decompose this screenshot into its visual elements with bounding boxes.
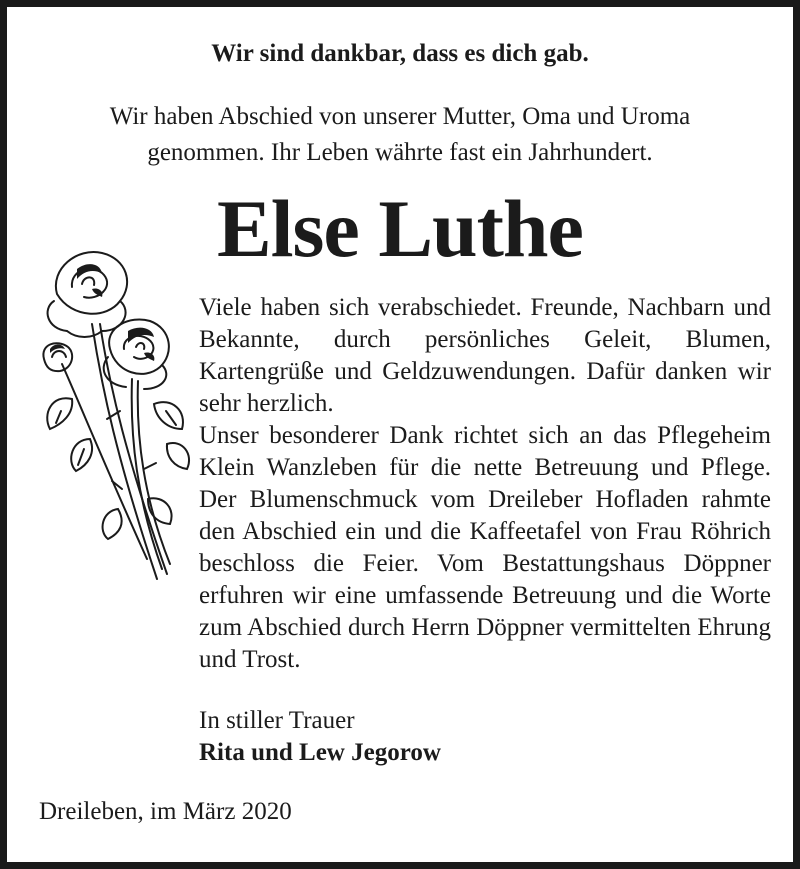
closing-line: In stiller Trauer — [199, 707, 355, 734]
paragraph-special-thanks: Unser besonderer Dank richtet sich an das Pflegeheim Klein Wanzleben für die nette Betreuung und Pflege. Der Blumenschmuck vom Dreileber Hofladen rahmte den Abschied ein und die Kaffeetafel von Frau Röhrich beschloss die Feier. Vom Bestattungshaus Döppner erfuhren wir eine umfassende Betreuung und die Worte zum Abschied durch Herrn Döppner vermittelten Ehrung und Trost. — [199, 422, 771, 673]
roses-icon — [32, 239, 197, 589]
intro-text — [7, 99, 793, 171]
closing — [199, 705, 441, 769]
intro-line-1: Wir haben Abschied von unserer Mutter, Oma und Uroma — [109, 103, 691, 130]
intro-line-2: genommen. Ihr Leben währte fast ein Jahrhundert. — [147, 139, 653, 166]
headline: Wir sind dankbar, dass es dich gab. — [211, 40, 589, 67]
place-date: Dreileben, im März 2020 — [39, 798, 292, 825]
body-text — [199, 292, 771, 676]
deceased-name: Else Luthe — [217, 183, 583, 274]
signers: Rita und Lew Jegorow — [199, 739, 441, 766]
paragraph-thanks: Viele haben sich verabschiedet. Freunde, Nachbarn und Bekannte, durch persönliches Geleit, Blumen, Kartengrüße und Geldzuwendungen. Dafür danken wir sehr herzlich. — [199, 294, 771, 417]
